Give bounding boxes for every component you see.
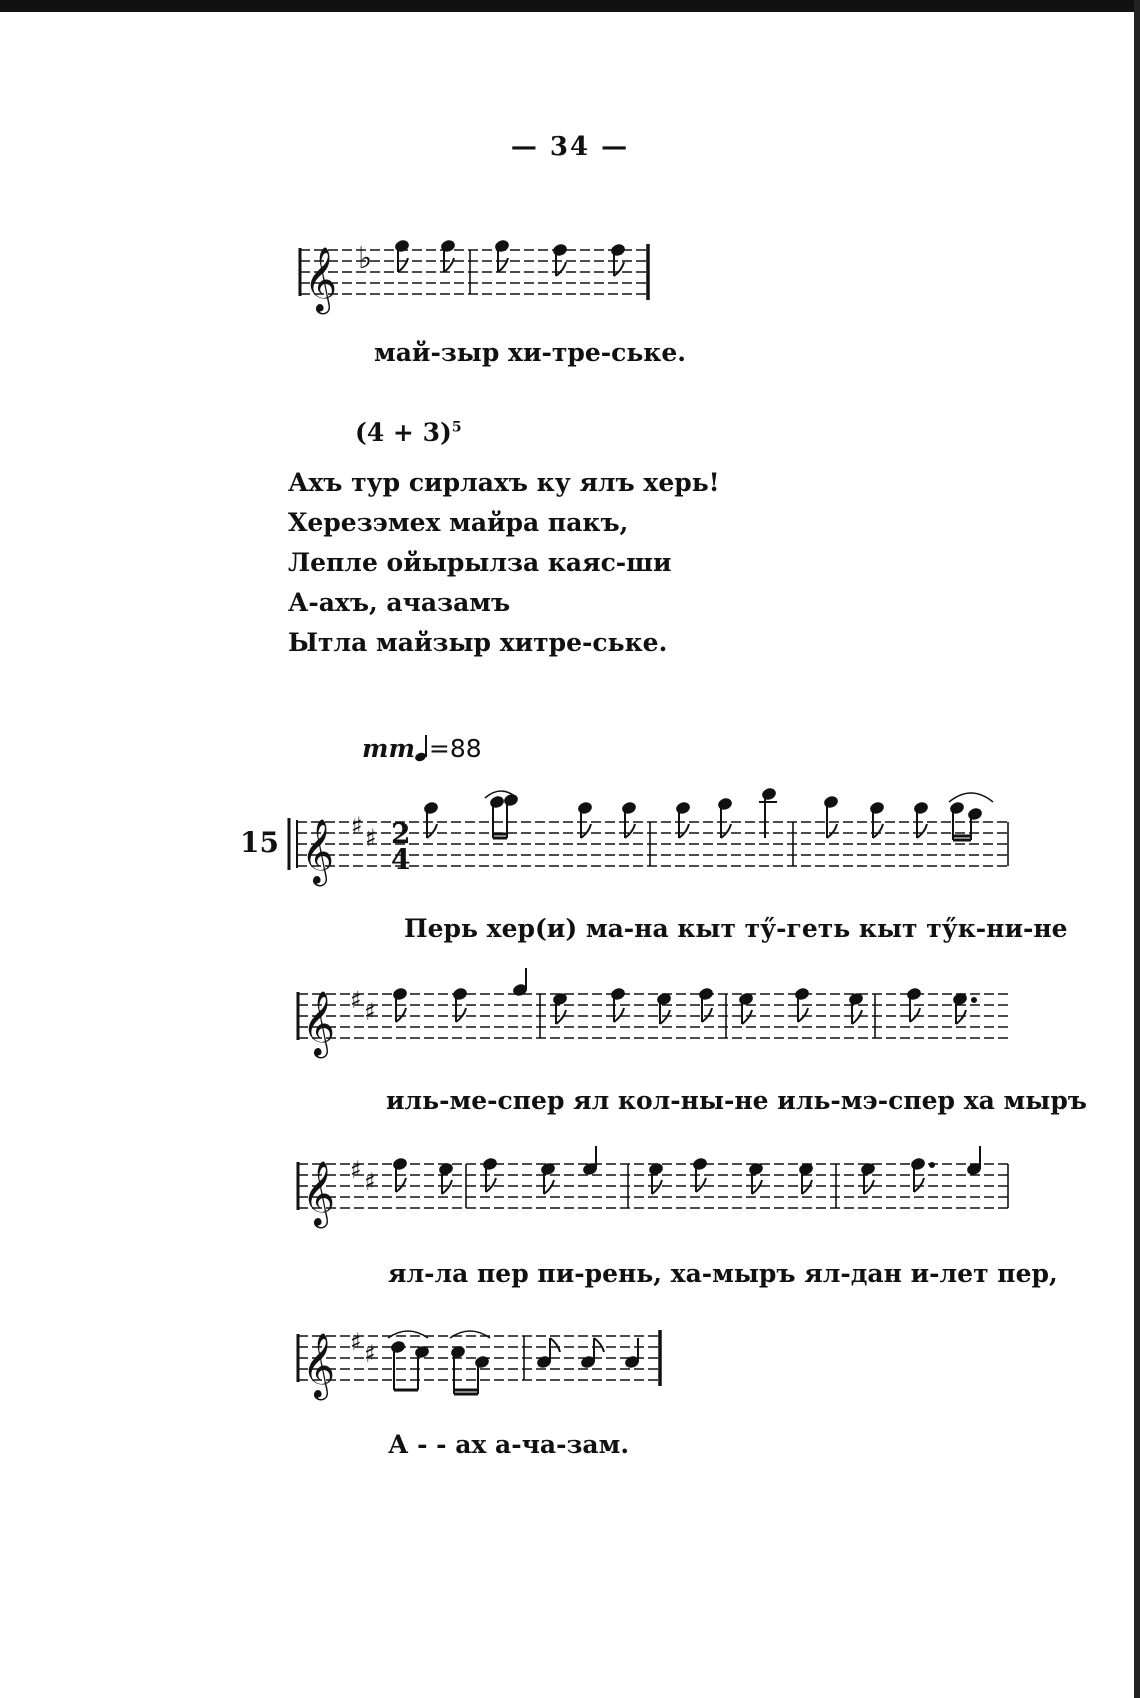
sharp-icon: ♯ [364, 1340, 376, 1368]
verse-line: Ахъ тур сирлахъ ку ялъ херь! [288, 468, 720, 497]
page-edge-right [1134, 0, 1140, 1698]
treble-clef-icon: 𝄞 [302, 991, 336, 1056]
verse-line: Херезэмех майра пакъ, [288, 508, 629, 537]
lyric-line: ял-ла пер пи-рень, ха-мыръ ял-дан и-лет пер, [388, 1259, 1058, 1288]
lyric-line: иль-ме-спер ял кол-ны-не иль-мэ-спер ха мыръ [386, 1086, 1087, 1115]
verse-line: Лепле ойырылза каяс-ши [288, 548, 672, 577]
tempo-marking: mm =88 [362, 734, 482, 763]
sharp-icon: ♯ [350, 1156, 362, 1184]
time-sig-bottom: 4 [391, 843, 411, 876]
sharp-icon: ♯ [350, 1328, 362, 1356]
quarter-note-icon [415, 735, 429, 761]
music-staff-3 [290, 978, 1020, 1068]
sharp-icon: ♯ [350, 986, 362, 1014]
page-edge-top [0, 0, 1140, 12]
music-staff-5 [290, 1320, 690, 1420]
time-sig-top: 2 [391, 817, 411, 850]
verse-line: А-ахъ, ачазамъ [288, 588, 511, 617]
music-staff-2 [285, 782, 1020, 882]
verse-line: Ытла майзыр хитре-ське. [288, 628, 668, 657]
lyric-line: А - - ах а-ча-зам. [388, 1430, 630, 1459]
sharp-icon: ♯ [365, 824, 377, 852]
sharp-icon: ♯ [364, 998, 376, 1026]
treble-clef-icon: 𝄞 [302, 1161, 336, 1226]
flat-icon: ♭ [358, 241, 373, 276]
lyric-line: Перь хер(и) ма-на кыт тӳ-геть кыт тӳк-ни-не [404, 914, 1068, 943]
sharp-icon: ♯ [364, 1168, 376, 1196]
song-number: 15 [240, 826, 279, 859]
music-staff-4 [290, 1148, 1020, 1238]
treble-clef-icon: 𝄞 [304, 247, 338, 312]
verse-meter: $(4 + 3)^5$ [355, 418, 462, 447]
lyric-line: май-зыр хи-тре-ське. [374, 338, 686, 367]
sharp-icon: ♯ [351, 812, 363, 840]
page-number: — 34 — [510, 132, 630, 162]
treble-clef-icon: 𝄞 [301, 819, 335, 884]
music-staff-1 [290, 230, 670, 320]
treble-clef-icon: 𝄞 [302, 1333, 336, 1398]
verse-text [288, 463, 720, 663]
